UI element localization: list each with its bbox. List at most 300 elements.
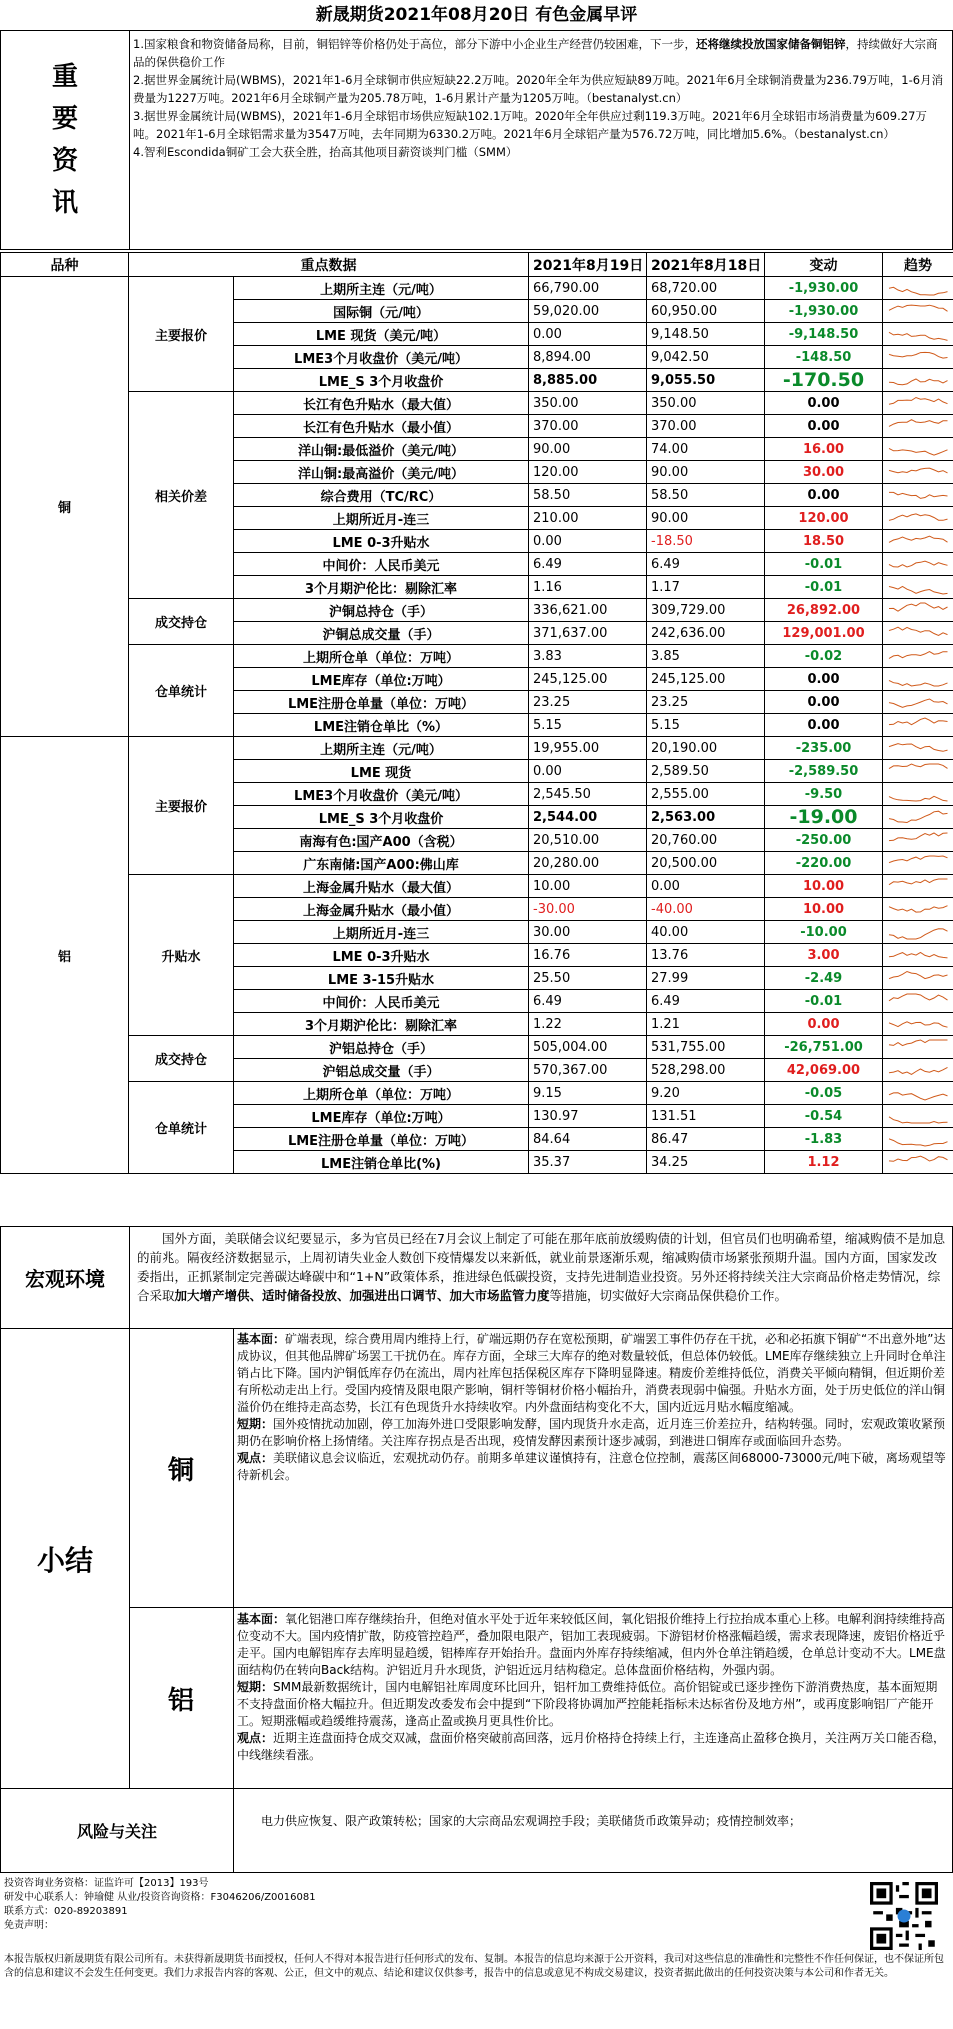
table-row (1, 392, 953, 415)
trend-cell (883, 415, 953, 438)
value-date-1: 6.49 (529, 553, 647, 576)
change-value: 1.12 (765, 1151, 883, 1174)
key-news-label (1, 31, 130, 249)
value-date-2: 20,760.00 (647, 829, 765, 852)
indicator-name: 上期所主连（元/吨） (234, 737, 529, 760)
header-variety: 品种 (1, 253, 129, 277)
indicator-name: 3个月期沪伦比：剔除汇率 (234, 576, 529, 599)
value-date-2: 20,500.00 (647, 852, 765, 875)
trend-sparkline-icon (887, 922, 949, 942)
table-row (1, 875, 953, 898)
value-date-2: 5.15 (647, 714, 765, 737)
trend-sparkline-icon (887, 393, 949, 413)
footer-line: 研发中心联系人：钟瑜健 从业/投资咨询资格：F3046206/Z0016081 (4, 1892, 316, 1903)
table-row (1, 599, 953, 622)
summary-divider (129, 1607, 953, 1608)
change-value: -9.50 (765, 783, 883, 806)
trend-cell (883, 668, 953, 691)
trend-cell (883, 967, 953, 990)
trend-cell (883, 277, 953, 300)
change-value: 0.00 (765, 691, 883, 714)
footer-line: 投资咨询业务资格：证监许可【2013】193号 (4, 1878, 209, 1889)
change-value: 0.00 (765, 714, 883, 737)
aluminum-view-text: 近期主连盘面持仓成交双减，盘面价格突破前高回落，远月价格持仓持续上行，主连逢高止盈移仓换月，关注两万关口能否稳，中线继续看涨。 (237, 1731, 946, 1762)
trend-sparkline-icon (887, 278, 949, 298)
risk-label: 风险与关注 (1, 1789, 234, 1872)
indicator-name: 南海有色:国产A00（含税） (234, 829, 529, 852)
trend-cell (883, 484, 953, 507)
change-value: 129,001.00 (765, 622, 883, 645)
trend-cell (883, 1128, 953, 1151)
trend-sparkline-icon (887, 554, 949, 574)
value-date-1: -30.00 (529, 898, 647, 921)
value-date-2: 9,148.50 (647, 323, 765, 346)
change-value: -0.01 (765, 990, 883, 1013)
value-date-2: 9,042.50 (647, 346, 765, 369)
trend-sparkline-icon (887, 669, 949, 689)
change-value: 0.00 (765, 1013, 883, 1036)
change-value: 42,069.00 (765, 1059, 883, 1082)
group-label: 相关价差 (129, 392, 234, 599)
value-date-1: 90.00 (529, 438, 647, 461)
summary-aluminum-label: 铝 (129, 1608, 234, 1788)
trend-sparkline-icon (887, 968, 949, 988)
trend-sparkline-icon (887, 991, 949, 1011)
trend-cell (883, 990, 953, 1013)
summary-aluminum-text (237, 1611, 947, 1764)
indicator-name: 上海金属升贴水（最大值） (234, 875, 529, 898)
indicator-name: 国际铜（元/吨） (234, 300, 529, 323)
trend-sparkline-icon (887, 853, 949, 873)
indicator-name: 长江有色升贴水（最小值） (234, 415, 529, 438)
trend-cell (883, 507, 953, 530)
qr-code-image (870, 1882, 938, 1950)
value-date-2: 9.20 (647, 1082, 765, 1105)
change-value: -170.50 (765, 369, 883, 392)
change-value: -1,930.00 (765, 277, 883, 300)
change-value: 16.00 (765, 438, 883, 461)
value-date-1: 66,790.00 (529, 277, 647, 300)
summary-label: 小结 (1, 1329, 130, 1788)
trend-sparkline-icon (887, 623, 949, 643)
trend-cell (883, 875, 953, 898)
aluminum-basic-label: 基本面： (237, 1612, 286, 1626)
aluminum-view-label: 观点： (237, 1731, 274, 1745)
value-date-1: 6.49 (529, 990, 647, 1013)
change-value: -0.05 (765, 1082, 883, 1105)
change-value: -2.49 (765, 967, 883, 990)
summary-section (0, 1329, 953, 1789)
trend-cell (883, 1151, 953, 1174)
value-date-1: 2,545.50 (529, 783, 647, 806)
value-date-2: 2,563.00 (647, 806, 765, 829)
value-date-2: 1.17 (647, 576, 765, 599)
value-date-2: 528,298.00 (647, 1059, 765, 1082)
trend-sparkline-icon (887, 1152, 949, 1172)
value-date-1: 210.00 (529, 507, 647, 530)
value-date-2: 2,555.00 (647, 783, 765, 806)
indicator-name: LME注销仓单比(%) (234, 1151, 529, 1174)
value-date-2: 58.50 (647, 484, 765, 507)
change-value: -2,589.50 (765, 760, 883, 783)
value-date-2: 34.25 (647, 1151, 765, 1174)
change-value: -0.54 (765, 1105, 883, 1128)
trend-sparkline-icon (887, 370, 949, 390)
change-value: -235.00 (765, 737, 883, 760)
change-value: 0.00 (765, 392, 883, 415)
value-date-1: 570,367.00 (529, 1059, 647, 1082)
copper-short-label: 短期： (237, 1417, 274, 1431)
aluminum-short-label: 短期： (237, 1680, 274, 1694)
value-date-1: 23.25 (529, 691, 647, 714)
group-label: 成交持仓 (129, 1036, 234, 1082)
key-news-item-text: 1.国家粮食和物资储备局称，目前，铜铝锌等价格仍处于高位，部分下游中小企业生产经营仍较困难，下一步， (133, 37, 696, 51)
trend-cell (883, 714, 953, 737)
trend-sparkline-icon (887, 830, 949, 850)
trend-cell (883, 530, 953, 553)
value-date-2: 6.49 (647, 553, 765, 576)
indicator-name: 中间价：人民币美元 (234, 990, 529, 1013)
risk-section (0, 1789, 953, 1873)
trend-sparkline-icon (887, 1129, 949, 1149)
value-date-2: -40.00 (647, 898, 765, 921)
trend-sparkline-icon (887, 715, 949, 735)
change-value: -220.00 (765, 852, 883, 875)
trend-cell (883, 553, 953, 576)
change-value: -19.00 (765, 806, 883, 829)
indicator-name: LME 0-3升贴水 (234, 530, 529, 553)
indicator-name: 长江有色升贴水（最大值） (234, 392, 529, 415)
value-date-1: 505,004.00 (529, 1036, 647, 1059)
indicator-name: 3个月期沪伦比：剔除汇率 (234, 1013, 529, 1036)
table-row (1, 737, 953, 760)
value-date-1: 0.00 (529, 530, 647, 553)
trend-sparkline-icon (887, 600, 949, 620)
group-label: 成交持仓 (129, 599, 234, 645)
table-row (1, 645, 953, 668)
value-date-2: 245,125.00 (647, 668, 765, 691)
value-date-2: 1.21 (647, 1013, 765, 1036)
value-date-2: 0.00 (647, 875, 765, 898)
trend-cell (883, 1105, 953, 1128)
summary-copper-text (237, 1331, 947, 1484)
value-date-1: 336,621.00 (529, 599, 647, 622)
indicator-name: 沪铜总成交量（手） (234, 622, 529, 645)
footer-line: 联系方式：020-89203891 (4, 1906, 128, 1917)
indicator-name: 上期所仓单（单位：万吨） (234, 1082, 529, 1105)
trend-sparkline-icon (887, 646, 949, 666)
trend-cell (883, 760, 953, 783)
indicator-name: LME库存（单位:万吨） (234, 1105, 529, 1128)
trend-cell (883, 898, 953, 921)
value-date-2: 40.00 (647, 921, 765, 944)
trend-sparkline-icon (887, 761, 949, 781)
copper-view-label: 观点： (237, 1451, 274, 1465)
value-date-1: 8,894.00 (529, 346, 647, 369)
trend-sparkline-icon (887, 531, 949, 551)
change-value: -0.01 (765, 553, 883, 576)
value-date-1: 35.37 (529, 1151, 647, 1174)
value-date-2: 74.00 (647, 438, 765, 461)
value-date-1: 30.00 (529, 921, 647, 944)
value-date-2: 23.25 (647, 691, 765, 714)
indicator-name: LME3个月收盘价（美元/吨） (234, 346, 529, 369)
indicator-name: 上期所仓单（单位：万吨） (234, 645, 529, 668)
indicator-name: LME注册仓单量（单位：万吨） (234, 691, 529, 714)
indicator-name: 综合费用（TC/RC） (234, 484, 529, 507)
trend-sparkline-icon (887, 439, 949, 459)
change-value: -148.50 (765, 346, 883, 369)
value-date-1: 1.16 (529, 576, 647, 599)
trend-cell (883, 783, 953, 806)
copper-basic-text: 矿端表现，综合费用周内维持上行，矿端远期仍存在宽松预期，矿端罢工事件仍存在干扰，必和必拓旗下铜矿“不出意外地”达成协议，但其他品牌矿场罢工干扰仍在。库存方面，全球三大库存的绝对数量较低，但总体仍较低。LME库存继续独立上升同时仓单注销占比下降。国内沪铜低库存仍在流出，周内社库包括保税区库存下降明显降速。精废价差维持低位，消费关平倾向精铜，但近期价差有所松动走出上行。受国内疫情及限电限产影响，铜杆等铜材价格小幅抬升，消费表现弱中偏强。升贴水方面，处于历史低位的洋山铜溢价仍在维持走高态势，长江有色现货升水持续收窄。内外盘面结构变化不大，国内近远月贴水幅度缩减。 (237, 1332, 946, 1414)
trend-cell (883, 622, 953, 645)
value-date-2: 90.00 (647, 461, 765, 484)
indicator-name: 上期所近月-连三 (234, 921, 529, 944)
change-value: -1,930.00 (765, 300, 883, 323)
qr-code-icon (870, 1882, 938, 1950)
value-date-2: 27.99 (647, 967, 765, 990)
macro-section (0, 1226, 953, 1329)
trend-sparkline-icon (887, 324, 949, 344)
value-date-2: 86.47 (647, 1128, 765, 1151)
key-news-section (0, 30, 953, 250)
change-value: 30.00 (765, 461, 883, 484)
indicator-name: LME 现货（美元/吨） (234, 323, 529, 346)
footer-info (4, 1877, 864, 1933)
trend-cell (883, 829, 953, 852)
trend-sparkline-icon (887, 945, 949, 965)
macro-label: 宏观环境 (1, 1227, 130, 1328)
trend-cell (883, 576, 953, 599)
key-news-item-text: 4.智利Escondida铜矿工会大获全胜，抬高其他项目薪资谈判门槛（SMM） (133, 145, 518, 159)
trend-cell (883, 323, 953, 346)
value-date-1: 0.00 (529, 760, 647, 783)
trend-cell (883, 852, 953, 875)
indicator-name: LME库存（单位:万吨） (234, 668, 529, 691)
indicator-name: 上海金属升贴水（最小值） (234, 898, 529, 921)
copper-basic-label: 基本面： (237, 1332, 286, 1346)
trend-cell (883, 691, 953, 714)
trend-sparkline-icon (887, 1037, 949, 1057)
value-date-2: 6.49 (647, 990, 765, 1013)
value-date-1: 16.76 (529, 944, 647, 967)
trend-cell (883, 737, 953, 760)
report-title: 新晟期货2021年08月20日 有色金属早评 (315, 5, 638, 25)
trend-cell (883, 461, 953, 484)
disclaimer-text: 本报告版权归新晟期货有限公司所有。未获得新晟期货书面授权，任何人不得对本报告进行任何形式的发布、复制。本报告的信息均来源于公开资料，我司对这些信息的准确性和完整性不作任何保证，也不保证所包含的信息和建议不会发生任何变更。我们力求报告内容的客观、公正，但文中的观点、结论和建议仅供参考，报告中的信息或意见不构成交易建议，投资者据此做出的任何投资决策与本公司和作者无关。 (4, 1954, 944, 1979)
value-date-2: 20,190.00 (647, 737, 765, 760)
change-value: -10.00 (765, 921, 883, 944)
change-value: -250.00 (765, 829, 883, 852)
indicator-name: 上期所近月-连三 (234, 507, 529, 530)
value-date-1: 84.64 (529, 1128, 647, 1151)
trend-cell (883, 599, 953, 622)
trend-cell (883, 944, 953, 967)
value-date-2: 350.00 (647, 392, 765, 415)
group-label: 主要报价 (129, 737, 234, 875)
key-news-item (133, 35, 945, 71)
value-date-1: 245,125.00 (529, 668, 647, 691)
value-date-2: 3.85 (647, 645, 765, 668)
footer-line: 免责声明： (4, 1920, 54, 1931)
table-row (1, 1082, 953, 1105)
key-news-item-tail: ，持续做好大宗商品的保供稳价工作 (133, 37, 938, 69)
key-news-item-bold: 还将继续投放国家储备铜铝锌 (695, 37, 846, 51)
indicator-name: LME_S 3个月收盘价 (234, 806, 529, 829)
change-value: -0.02 (765, 645, 883, 668)
indicator-name: 广东南储:国产A00:佛山库 (234, 852, 529, 875)
value-date-2: 242,636.00 (647, 622, 765, 645)
group-label: 主要报价 (129, 277, 234, 392)
change-value: 0.00 (765, 668, 883, 691)
value-date-2: 131.51 (647, 1105, 765, 1128)
group-label: 仓单统计 (129, 645, 234, 737)
indicator-name: 沪铜总持仓（手） (234, 599, 529, 622)
value-date-1: 9.15 (529, 1082, 647, 1105)
value-date-1: 120.00 (529, 461, 647, 484)
value-date-1: 370.00 (529, 415, 647, 438)
data-table (0, 252, 953, 1174)
value-date-1: 10.00 (529, 875, 647, 898)
key-news-item (133, 143, 945, 161)
table-row (1, 1036, 953, 1059)
copper-short-text: 国外疫情扰动加剧，停工加海外进口受限影响发酵，国内现货升水走高，近月连三价差拉升，结构转强。同时，宏观政策收紧预期仍在影响价格上扬情绪。关注库存拐点是否出现，疫情发酵因素预计逐步减弱，到港进口铜库存或面临回升态势。 (237, 1417, 946, 1448)
indicator-name: LME_S 3个月收盘价 (234, 369, 529, 392)
change-value: 0.00 (765, 415, 883, 438)
indicator-name: 沪铝总成交量（手） (234, 1059, 529, 1082)
trend-cell (883, 369, 953, 392)
header-trend: 趋势 (883, 253, 953, 277)
indicator-name: LME注销仓单比（%） (234, 714, 529, 737)
change-value: 0.00 (765, 484, 883, 507)
header-date-1: 2021年8月19日 (529, 253, 647, 277)
trend-sparkline-icon (887, 807, 949, 827)
value-date-2: 370.00 (647, 415, 765, 438)
value-date-1: 20,510.00 (529, 829, 647, 852)
indicator-name: LME 3-15升贴水 (234, 967, 529, 990)
value-date-1: 59,020.00 (529, 300, 647, 323)
trend-cell (883, 346, 953, 369)
table-row (1, 277, 953, 300)
trend-sparkline-icon (887, 485, 949, 505)
value-date-2: 68,720.00 (647, 277, 765, 300)
trend-sparkline-icon (887, 1106, 949, 1126)
change-value: 3.00 (765, 944, 883, 967)
key-news-item-text: 3.据世界金属统计局(WBMS)，2021年1-6月全球铝市场供应短缺102.1万吨。2020年全年供应过剩119.3万吨。2021年6月全球铝市场消费量为609.27万吨。2021年1-6月全球铝需求量为3547万吨，去年同期为6330.2万吨。2021年6月全球铝产量为576.72万吨，同比增加5.6%。（bestanalyst.cn） (133, 109, 927, 141)
value-date-1: 2,544.00 (529, 806, 647, 829)
value-date-2: 9,055.50 (647, 369, 765, 392)
trend-sparkline-icon (887, 416, 949, 436)
change-value: -0.01 (765, 576, 883, 599)
group-label: 升贴水 (129, 875, 234, 1036)
value-date-1: 350.00 (529, 392, 647, 415)
value-date-2: 60,950.00 (647, 300, 765, 323)
indicator-name: 上期所主连（元/吨） (234, 277, 529, 300)
risk-text: 电力供应恢复、限产政策转松；国家的大宗商品宏观调控手段；美联储货币政策异动；疫情控制效率； (261, 1814, 802, 1828)
value-date-1: 3.83 (529, 645, 647, 668)
indicator-name: LME 0-3升贴水 (234, 944, 529, 967)
trend-sparkline-icon (887, 462, 949, 482)
trend-sparkline-icon (887, 738, 949, 758)
key-news-label-char: 要 (51, 104, 78, 134)
indicator-name: LME注册仓单量（单位：万吨） (234, 1128, 529, 1151)
value-date-1: 8,885.00 (529, 369, 647, 392)
header-key-data: 重点数据 (129, 253, 529, 277)
trend-sparkline-icon (887, 508, 949, 528)
key-news-label-char: 重 (51, 62, 78, 92)
value-date-2: -18.50 (647, 530, 765, 553)
summary-copper-label: 铜 (129, 1329, 234, 1608)
aluminum-short-text: SMM最新数据统计，国内电解铝社库周度环比回升，铝杆加工费维持低位。高价铝锭或已逐步挫伤下游消费热度，基本面短期不支持盘面价格大幅拉升。但近期发改委发布会中提到“下阶段将协调加严控能耗指标未达标省份及地方州”，或再度影响铝厂产能开工。短期涨幅或趋缓维持震荡，逢高止盈或换月更具性价比。 (237, 1680, 938, 1728)
trend-sparkline-icon (887, 301, 949, 321)
copper-view-text: 美联储议息会议临近，宏观扰动仍存。前期多单建议谨慎持有，注意仓位控制，震荡区间68000-73000元/吨下破，离场观望等待新机会。 (237, 1451, 946, 1482)
trend-cell (883, 1013, 953, 1036)
indicator-name: LME3个月收盘价（美元/吨） (234, 783, 529, 806)
trend-cell (883, 300, 953, 323)
trend-sparkline-icon (887, 692, 949, 712)
trend-cell (883, 438, 953, 461)
key-news-item (133, 107, 945, 143)
value-date-2: 13.76 (647, 944, 765, 967)
copper-category-cell: 铜 (1, 277, 129, 737)
change-value: -26,751.00 (765, 1036, 883, 1059)
indicator-name: 沪铝总持仓（手） (234, 1036, 529, 1059)
key-news-item (133, 71, 945, 107)
value-date-1: 19,955.00 (529, 737, 647, 760)
change-value: 10.00 (765, 875, 883, 898)
trend-sparkline-icon (887, 347, 949, 367)
trend-cell (883, 645, 953, 668)
change-value: 120.00 (765, 507, 883, 530)
key-news-label-char: 资 (51, 146, 78, 176)
trend-sparkline-icon (887, 899, 949, 919)
macro-body: 国外方面，美联储会议纪要显示，多为官员已经在7月会议上制定了可能在那年底前放缓购债的计划，但官员们也明确希望，缩减购债不是加息的前兆。隔夜经济数据显示，上周初请失业金人数创下疫情爆发以来新低，就业前景逐渐乐观，缩减购债市场紧张预期升温。国内方面，国家发改委指出，正抓紧制定完善碳达峰碳中和“1+N”政策体系，推进绿色低碳投资，支持先进制造业投资。另外还将持续关注大宗商品价格走势情况，综合采取 (137, 1231, 945, 1303)
change-value: -9,148.50 (765, 323, 883, 346)
trend-sparkline-icon (887, 1060, 949, 1080)
value-date-2: 90.00 (647, 507, 765, 530)
trend-cell (883, 1036, 953, 1059)
value-date-1: 5.15 (529, 714, 647, 737)
value-date-1: 0.00 (529, 323, 647, 346)
key-news-item-text: 2.据世界金属统计局(WBMS)，2021年1-6月全球铜市供应短缺22.2万吨。2020年全年为供应短缺89万吨。2021年6月全球铜消费量为236.79万吨，1-6月消费量为1227万吨。2021年6月全球铜产量为205.78万吨，1-6月累计产量为1205万吨。（bestanalyst.cn） (133, 73, 944, 105)
macro-text (137, 1229, 945, 1305)
key-news-label-char: 讯 (51, 188, 78, 218)
trend-cell (883, 921, 953, 944)
trend-cell (883, 1082, 953, 1105)
change-value: 18.50 (765, 530, 883, 553)
trend-sparkline-icon (887, 1014, 949, 1034)
header-date-2: 2021年8月18日 (647, 253, 765, 277)
value-date-1: 1.22 (529, 1013, 647, 1036)
trend-sparkline-icon (887, 577, 949, 597)
macro-tail: 等措施，切实做好大宗商品保供稳价工作。 (549, 1288, 788, 1303)
change-value: 26,892.00 (765, 599, 883, 622)
value-date-1: 20,280.00 (529, 852, 647, 875)
group-label: 仓单统计 (129, 1082, 234, 1174)
macro-bold: 加大增产增供、适时储备投放、加强进出口调节、加大市场监管力度 (174, 1288, 550, 1303)
value-date-2: 531,755.00 (647, 1036, 765, 1059)
aluminum-basic-text: 氧化铝港口库存继续抬升，但绝对值水平处于近年来较低区间，氧化铝报价维持上行拉抬成本重心上移。电解利润持续维持高位变动不大。国内疫情扩散，防疫管控趋严，叠加限电限产，铝加工表现疲弱。下游铝材价格涨幅趋缓，需求表现降速，废铝价格近乎走平。国内电解铝库存去库明显趋缓，铝棒库存开始抬升。盘面内外库存持续缩减，但内外仓单注销趋缓，仓单总计变动不大。LME盘面结构仍在转向Back结构。沪铝近月升水现货，沪铝近远月结构稳定。总体盘面价格结构，外强内弱。 (237, 1612, 946, 1677)
trend-cell (883, 392, 953, 415)
value-date-2: 309,729.00 (647, 599, 765, 622)
value-date-1: 371,637.00 (529, 622, 647, 645)
header-change: 变动 (765, 253, 883, 277)
aluminum-category-cell: 铝 (1, 737, 129, 1174)
trend-sparkline-icon (887, 876, 949, 896)
key-news-list (133, 35, 945, 161)
value-date-1: 58.50 (529, 484, 647, 507)
